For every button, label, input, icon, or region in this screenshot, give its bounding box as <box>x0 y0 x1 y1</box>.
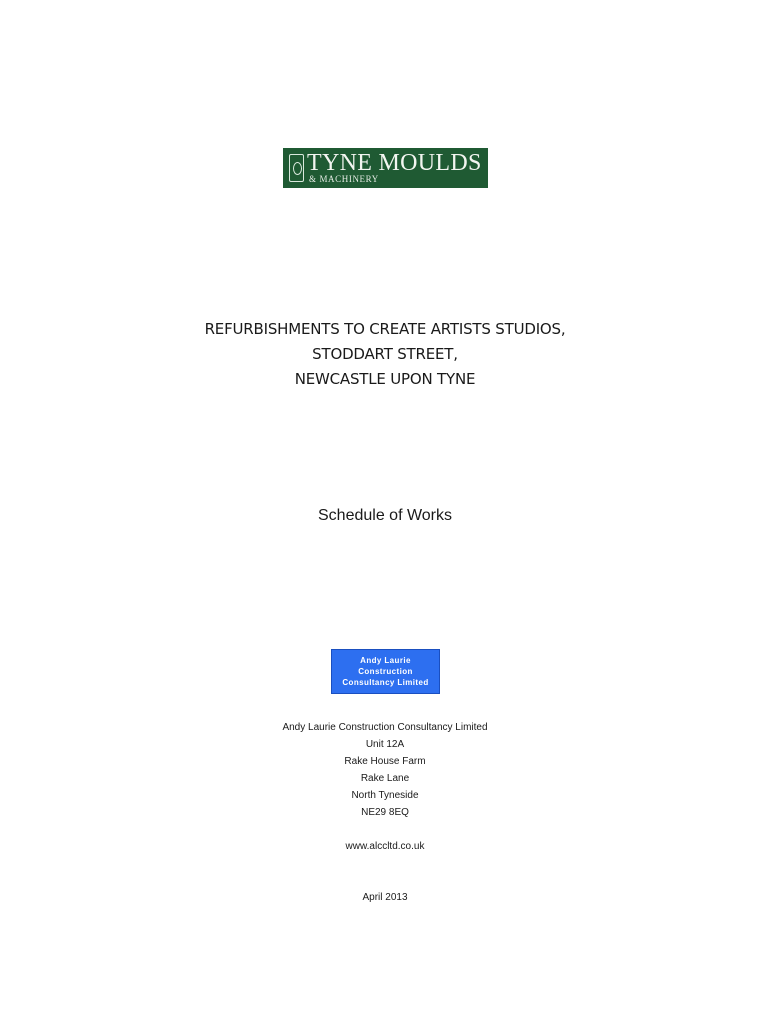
tyne-moulds-logo <box>283 148 488 188</box>
company-address <box>0 719 770 821</box>
tyne-moulds-logo-title: TYNE MOULDS <box>307 150 482 176</box>
address-line: North Tyneside <box>351 790 419 801</box>
website-link[interactable]: www.alccltd.co.uk <box>345 841 425 852</box>
document-type: Schedule of Works <box>318 507 452 524</box>
project-title-line: NEWCASTLE UPON TYNE <box>294 370 476 388</box>
address-line: Rake Lane <box>360 773 410 784</box>
tyne-moulds-logo-subtitle: & MACHINERY <box>309 174 379 184</box>
document-date: April 2013 <box>362 892 408 903</box>
alc-logo-line: Consultancy Limited <box>342 678 429 687</box>
address-line: Rake House Farm <box>344 756 426 767</box>
alc-logo-line: Construction <box>358 667 413 676</box>
tyne-moulds-emblem-icon <box>289 154 304 182</box>
project-title <box>0 317 770 392</box>
project-title-line: STODDART STREET, <box>312 345 458 363</box>
alc-logo <box>331 649 440 694</box>
project-title-line: REFURBISHMENTS TO CREATE ARTISTS STUDIOS, <box>204 320 566 338</box>
alc-logo-line: Andy Laurie <box>360 656 411 665</box>
address-line: Unit 12A <box>365 739 405 750</box>
address-line: NE29 8EQ <box>361 807 409 818</box>
address-line: Andy Laurie Construction Consultancy Limited <box>282 722 488 733</box>
